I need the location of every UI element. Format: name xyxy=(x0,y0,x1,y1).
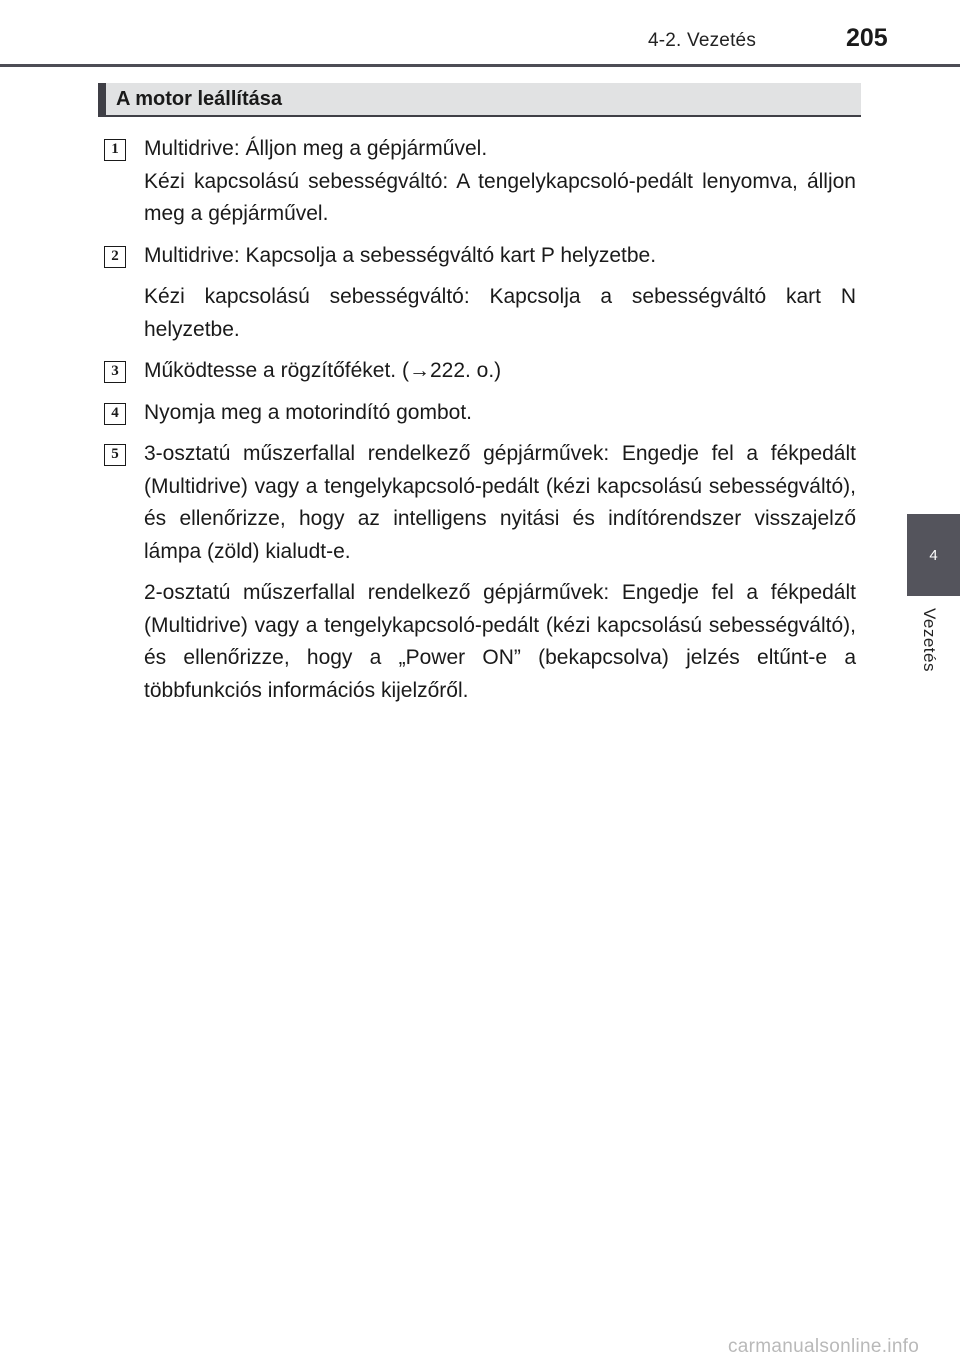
header-divider xyxy=(0,64,960,67)
step-1 xyxy=(104,133,856,231)
steps-list xyxy=(104,133,856,716)
step-number-box: 5 xyxy=(104,444,126,466)
watermark-text: carmanualsonline.info xyxy=(728,1336,920,1357)
step-number-box: 4 xyxy=(104,403,126,425)
step-text: Multidrive: Kapcsolja a sebességváltó kart P helyzetbe. xyxy=(144,243,657,267)
step-5 xyxy=(104,438,856,707)
section-title: A motor leállítása xyxy=(116,88,282,110)
chapter-tab xyxy=(907,514,960,596)
section-heading xyxy=(98,83,861,117)
chapter-tab-label: Vezetés xyxy=(920,608,939,672)
step-number-box: 3 xyxy=(104,361,126,383)
header-section-title: 4-2. Vezetés xyxy=(648,30,757,51)
step-text: Nyomja meg a motorindító gombot. xyxy=(144,400,472,424)
step-text: Működtesse a rögzítőféket. (→222. o.) xyxy=(144,359,502,382)
page-number: 205 xyxy=(846,24,888,52)
step-3 xyxy=(104,355,856,388)
step-text: Multidrive: Álljon meg a gépjárművel. xyxy=(144,137,488,160)
step-4 xyxy=(104,397,856,430)
chapter-number: 4 xyxy=(929,546,938,564)
step-number-box: 2 xyxy=(104,246,126,268)
step-text: 2-osztatú műszerfallal rendelkező gépjárművek: Engedje fel a fékpedált (Multidrive) vagy a tengelykapcsoló-pedált (kézi kapcsolású sebességváltó), és ellenőrizze, hogy a „Power ON” (bekapcsolva) jelzés eltűnt-e a többfunkciós információs kijelzőről. xyxy=(144,581,856,702)
section-heading-accent xyxy=(98,83,106,115)
step-2 xyxy=(104,240,856,347)
step-text: Kézi kapcsolású sebességváltó: A tengelykapcsoló-pedált lenyomva, álljon meg a gépjárművel. xyxy=(144,169,856,225)
step-text: 3-osztatú műszerfallal rendelkező gépjárművek: Engedje fel a fékpedált (Multidrive) vagy a tengelykapcsoló-pedált (kézi kapcsolású sebességváltó), és ellenőrizze, hogy az intelligens nyitási és indítórendszer visszajelző lámpa (zöld) kialudt-e. xyxy=(144,442,856,563)
step-text: Kézi kapcsolású sebességváltó: Kapcsolja a sebességváltó kart N helyzetbe. xyxy=(144,285,856,341)
step-number-box: 1 xyxy=(104,139,126,161)
